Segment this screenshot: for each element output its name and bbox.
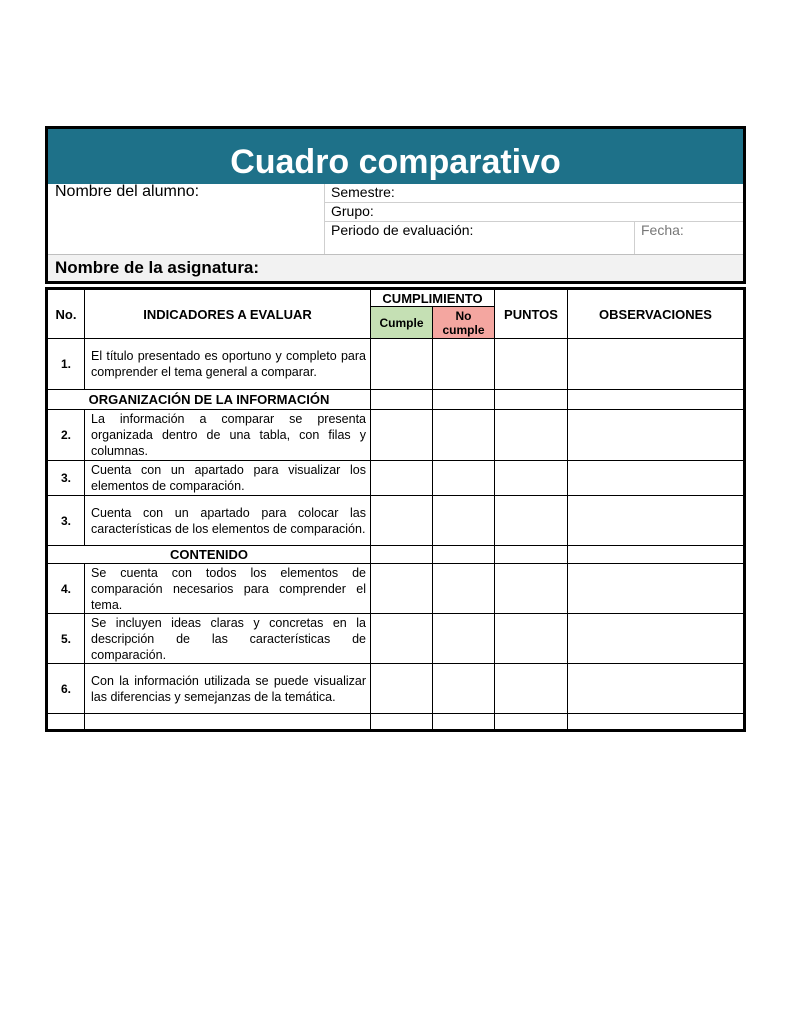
not-meets-cell[interactable] <box>433 614 495 664</box>
indicator-text: El título presentado es oportuno y completo para comprender el tema general a comparar. <box>85 339 371 390</box>
meets-cell[interactable] <box>371 339 433 390</box>
meets-cell[interactable] <box>371 664 433 714</box>
table-row <box>47 339 745 390</box>
table-row <box>47 461 745 496</box>
observations-cell[interactable] <box>568 564 745 614</box>
points-cell[interactable] <box>495 410 568 461</box>
header-not-meets: No cumple <box>433 307 495 339</box>
not-meets-cell[interactable] <box>433 496 495 546</box>
indicator-text: Cuenta con un apartado para visualizar los elementos de comparación. <box>85 461 371 496</box>
table-row <box>47 614 745 664</box>
divider <box>634 221 635 258</box>
table-row <box>47 410 745 461</box>
header-meets: Cumple <box>371 307 433 339</box>
meets-cell[interactable] <box>371 496 433 546</box>
meets-cell[interactable] <box>371 461 433 496</box>
date-label: Fecha: <box>641 222 684 238</box>
points-cell[interactable] <box>495 664 568 714</box>
points-cell[interactable] <box>495 564 568 614</box>
indicator-text: Se cuenta con todos los elementos de comparación necesarios para comprender el tema. <box>85 564 371 614</box>
row-number: 2. <box>47 410 85 461</box>
observations-cell[interactable] <box>568 664 745 714</box>
section-row <box>47 390 745 410</box>
row-number: 1. <box>47 339 85 390</box>
table-row <box>47 664 745 714</box>
row-number: 6. <box>47 664 85 714</box>
header-points: PUNTOS <box>495 289 568 339</box>
observations-cell[interactable] <box>568 339 745 390</box>
section-title: CONTENIDO <box>47 546 371 564</box>
header-observations: OBSERVACIONES <box>568 289 745 339</box>
not-meets-cell[interactable] <box>433 410 495 461</box>
observations-cell[interactable] <box>568 461 745 496</box>
meets-cell[interactable] <box>371 410 433 461</box>
points-cell[interactable] <box>495 339 568 390</box>
subject-row <box>48 254 743 281</box>
section-title: ORGANIZACIÓN DE LA INFORMACIÓN <box>47 390 371 410</box>
points-cell[interactable] <box>495 461 568 496</box>
indicator-text: Cuenta con un apartado para colocar las características de los elementos de comparación. <box>85 496 371 546</box>
page-title: Cuadro comparativo <box>48 129 743 184</box>
student-name-label: Nombre del alumno: <box>55 183 200 200</box>
observations-cell[interactable] <box>568 496 745 546</box>
section-row <box>47 546 745 564</box>
indicator-text: Con la información utilizada se puede visualizar las diferencias y semejanzas de la temática. <box>85 664 371 714</box>
group-label: Grupo: <box>331 203 374 219</box>
meets-cell[interactable] <box>371 564 433 614</box>
row-number: 5. <box>47 614 85 664</box>
table-row-empty <box>47 714 745 731</box>
evaluation-header <box>45 126 746 284</box>
not-meets-cell[interactable] <box>433 461 495 496</box>
meets-cell[interactable] <box>371 614 433 664</box>
header-no: No. <box>47 289 85 339</box>
not-meets-cell[interactable] <box>433 664 495 714</box>
rubric-table <box>45 287 746 732</box>
points-cell[interactable] <box>495 614 568 664</box>
indicator-text: La información a comparar se presenta organizada dentro de una tabla, con filas y columnas. <box>85 410 371 461</box>
not-meets-cell[interactable] <box>433 564 495 614</box>
indicator-text: Se incluyen ideas claras y concretas en la descripción de las características de comparación. <box>85 614 371 664</box>
divider <box>324 202 743 203</box>
table-row <box>47 496 745 546</box>
row-number: 3. <box>47 461 85 496</box>
observations-cell[interactable] <box>568 614 745 664</box>
table-row <box>47 564 745 614</box>
observations-cell[interactable] <box>568 410 745 461</box>
not-meets-cell[interactable] <box>433 339 495 390</box>
subject-name-label: Nombre de la asignatura: <box>55 258 260 277</box>
points-cell[interactable] <box>495 496 568 546</box>
semester-label: Semestre: <box>331 184 395 200</box>
row-number: 4. <box>47 564 85 614</box>
header-compliance: CUMPLIMIENTO <box>371 289 495 307</box>
row-number: 3. <box>47 496 85 546</box>
evaluation-period-label: Periodo de evaluación: <box>331 222 474 238</box>
header-indicators: INDICADORES A EVALUAR <box>85 289 371 339</box>
